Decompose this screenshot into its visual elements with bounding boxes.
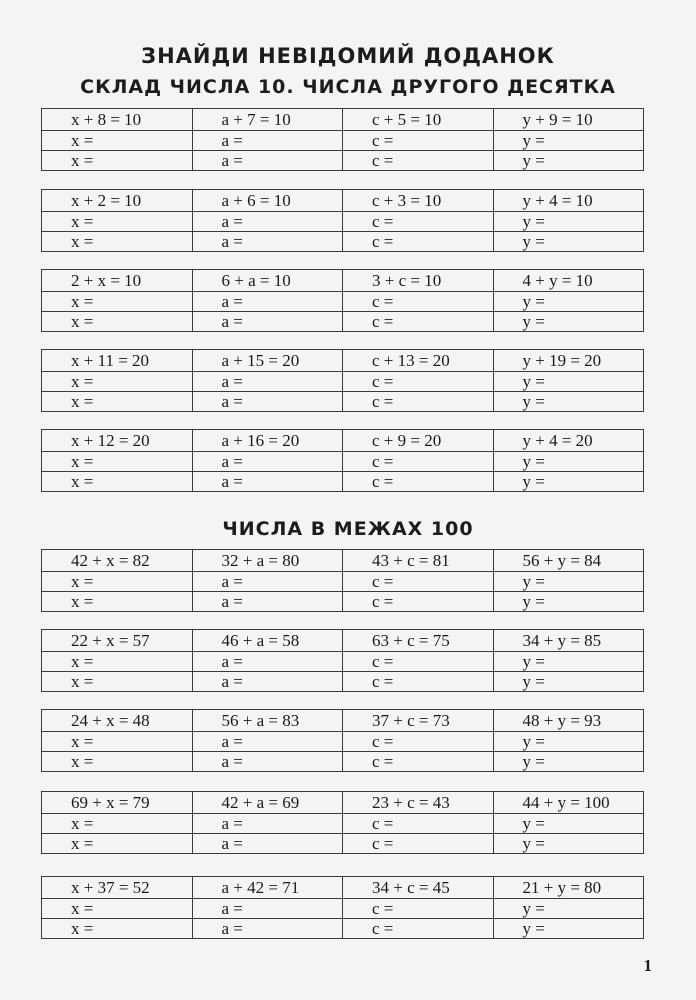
answer-cell[interactable]: c = bbox=[343, 292, 494, 312]
equation-block bbox=[41, 709, 644, 772]
answer-cell[interactable]: a = bbox=[192, 292, 343, 312]
equation-cell: c + 13 = 20 bbox=[343, 350, 494, 372]
answer-cell[interactable]: a = bbox=[192, 232, 343, 252]
answer-cell[interactable]: a = bbox=[192, 592, 343, 612]
equation-cell: 23 + c = 43 bbox=[343, 792, 494, 814]
answer-cell[interactable]: x = bbox=[42, 372, 193, 392]
equation-cell: 24 + x = 48 bbox=[42, 710, 193, 732]
answer-row bbox=[42, 652, 644, 672]
equation-block bbox=[41, 429, 644, 492]
answer-row bbox=[42, 572, 644, 592]
answer-cell[interactable]: x = bbox=[42, 752, 193, 772]
answer-cell[interactable]: x = bbox=[42, 732, 193, 752]
answer-cell[interactable]: c = bbox=[343, 372, 494, 392]
answer-cell[interactable]: y = bbox=[493, 452, 644, 472]
equation-row bbox=[42, 430, 644, 452]
answer-cell[interactable]: x = bbox=[42, 572, 193, 592]
equation-cell: a + 6 = 10 bbox=[192, 190, 343, 212]
answer-cell[interactable]: a = bbox=[192, 919, 343, 939]
answer-row bbox=[42, 834, 644, 854]
equation-cell: 3 + c = 10 bbox=[343, 270, 494, 292]
equation-cell: 42 + a = 69 bbox=[192, 792, 343, 814]
equation-cell: 46 + a = 58 bbox=[192, 630, 343, 652]
answer-cell[interactable]: y = bbox=[493, 131, 644, 151]
equation-block bbox=[41, 269, 644, 332]
answer-row bbox=[42, 392, 644, 412]
answer-cell[interactable]: c = bbox=[343, 472, 494, 492]
answer-cell[interactable]: x = bbox=[42, 672, 193, 692]
equation-cell: y + 4 = 10 bbox=[493, 190, 644, 212]
section-heading-hundred: ЧИСЛА В МЕЖАХ 100 bbox=[222, 518, 474, 540]
answer-cell[interactable]: y = bbox=[493, 472, 644, 492]
equation-row bbox=[42, 270, 644, 292]
answer-cell[interactable]: a = bbox=[192, 834, 343, 854]
equation-cell: x + 2 = 10 bbox=[42, 190, 193, 212]
answer-row bbox=[42, 292, 644, 312]
answer-cell[interactable]: y = bbox=[493, 652, 644, 672]
equation-cell: 4 + y = 10 bbox=[493, 270, 644, 292]
equation-cell: 56 + a = 83 bbox=[192, 710, 343, 732]
answer-row bbox=[42, 312, 644, 332]
answer-row bbox=[42, 372, 644, 392]
equation-cell: 34 + c = 45 bbox=[343, 877, 494, 899]
equation-cell: a + 15 = 20 bbox=[192, 350, 343, 372]
answer-cell[interactable]: x = bbox=[42, 392, 193, 412]
equation-block bbox=[41, 349, 644, 412]
answer-cell[interactable]: y = bbox=[493, 834, 644, 854]
answer-cell[interactable]: c = bbox=[343, 919, 494, 939]
answer-cell[interactable]: y = bbox=[493, 919, 644, 939]
answer-cell[interactable]: c = bbox=[343, 899, 494, 919]
answer-row bbox=[42, 452, 644, 472]
answer-cell[interactable]: x = bbox=[42, 131, 193, 151]
answer-cell[interactable]: y = bbox=[493, 232, 644, 252]
answer-cell[interactable]: a = bbox=[192, 131, 343, 151]
answer-cell[interactable]: a = bbox=[192, 652, 343, 672]
answer-row bbox=[42, 472, 644, 492]
equation-cell: x + 37 = 52 bbox=[42, 877, 193, 899]
equation-block bbox=[41, 189, 644, 252]
equation-block bbox=[41, 549, 644, 612]
answer-row bbox=[42, 672, 644, 692]
equation-cell: 6 + a = 10 bbox=[192, 270, 343, 292]
answer-cell[interactable]: c = bbox=[343, 131, 494, 151]
answer-cell[interactable]: y = bbox=[493, 312, 644, 332]
answer-cell[interactable]: y = bbox=[493, 212, 644, 232]
answer-cell[interactable]: x = bbox=[42, 292, 193, 312]
answer-cell[interactable]: a = bbox=[192, 312, 343, 332]
answer-row bbox=[42, 592, 644, 612]
answer-cell[interactable]: y = bbox=[493, 672, 644, 692]
equation-cell: 42 + x = 82 bbox=[42, 550, 193, 572]
answer-cell[interactable]: x = bbox=[42, 919, 193, 939]
equation-row bbox=[42, 190, 644, 212]
equation-row bbox=[42, 350, 644, 372]
equation-block bbox=[41, 629, 644, 692]
equation-cell: 43 + c = 81 bbox=[343, 550, 494, 572]
answer-cell[interactable]: c = bbox=[343, 814, 494, 834]
equation-row bbox=[42, 109, 644, 131]
equation-cell: 63 + c = 75 bbox=[343, 630, 494, 652]
equation-cell: x + 8 = 10 bbox=[42, 109, 193, 131]
equation-row bbox=[42, 710, 644, 732]
equation-cell: 37 + c = 73 bbox=[343, 710, 494, 732]
answer-cell[interactable]: x = bbox=[42, 151, 193, 171]
equation-cell: y + 19 = 20 bbox=[493, 350, 644, 372]
equation-cell: 22 + x = 57 bbox=[42, 630, 193, 652]
equation-block bbox=[41, 876, 644, 939]
equation-cell: 44 + y = 100 bbox=[493, 792, 644, 814]
equation-cell: y + 4 = 20 bbox=[493, 430, 644, 452]
answer-cell[interactable]: x = bbox=[42, 652, 193, 672]
equation-cell: 56 + y = 84 bbox=[493, 550, 644, 572]
answer-cell[interactable]: a = bbox=[192, 572, 343, 592]
answer-cell[interactable]: x = bbox=[42, 899, 193, 919]
answer-cell[interactable]: c = bbox=[343, 652, 494, 672]
equation-row bbox=[42, 630, 644, 652]
answer-row bbox=[42, 131, 644, 151]
answer-cell[interactable]: c = bbox=[343, 452, 494, 472]
equation-cell: 2 + x = 10 bbox=[42, 270, 193, 292]
answer-cell[interactable]: x = bbox=[42, 232, 193, 252]
equation-row bbox=[42, 792, 644, 814]
equation-row bbox=[42, 550, 644, 572]
answer-row bbox=[42, 232, 644, 252]
answer-cell[interactable]: x = bbox=[42, 592, 193, 612]
equation-block bbox=[41, 108, 644, 171]
answer-cell[interactable]: y = bbox=[493, 292, 644, 312]
answer-row bbox=[42, 752, 644, 772]
answer-cell[interactable]: a = bbox=[192, 672, 343, 692]
answer-cell[interactable]: y = bbox=[493, 592, 644, 612]
equation-cell: 21 + y = 80 bbox=[493, 877, 644, 899]
answer-cell[interactable]: y = bbox=[493, 151, 644, 171]
equation-block bbox=[41, 791, 644, 854]
page-title: ЗНАЙДИ НЕВІДОМИЙ ДОДАНОК bbox=[141, 44, 555, 68]
answer-cell[interactable]: c = bbox=[343, 752, 494, 772]
answer-cell[interactable]: y = bbox=[493, 899, 644, 919]
equation-cell: 48 + y = 93 bbox=[493, 710, 644, 732]
answer-cell[interactable]: a = bbox=[192, 732, 343, 752]
equation-cell: x + 12 = 20 bbox=[42, 430, 193, 452]
answer-cell[interactable]: a = bbox=[192, 212, 343, 232]
answer-cell[interactable]: c = bbox=[343, 232, 494, 252]
answer-cell[interactable]: a = bbox=[192, 899, 343, 919]
answer-cell[interactable]: y = bbox=[493, 752, 644, 772]
section-heading-ten: СКЛАД ЧИСЛА 10. ЧИСЛА ДРУГОГО ДЕСЯТКА bbox=[80, 76, 616, 98]
answer-cell[interactable]: c = bbox=[343, 672, 494, 692]
equation-cell: c + 3 = 10 bbox=[343, 190, 494, 212]
answer-row bbox=[42, 899, 644, 919]
answer-cell[interactable]: a = bbox=[192, 372, 343, 392]
answer-cell[interactable]: c = bbox=[343, 392, 494, 412]
answer-cell[interactable]: x = bbox=[42, 212, 193, 232]
equation-cell: a + 7 = 10 bbox=[192, 109, 343, 131]
answer-cell[interactable]: a = bbox=[192, 151, 343, 171]
answer-cell[interactable]: a = bbox=[192, 452, 343, 472]
answer-cell[interactable]: x = bbox=[42, 312, 193, 332]
answer-cell[interactable]: y = bbox=[493, 814, 644, 834]
equation-cell: a + 16 = 20 bbox=[192, 430, 343, 452]
equation-row bbox=[42, 877, 644, 899]
answer-row bbox=[42, 212, 644, 232]
answer-cell[interactable]: a = bbox=[192, 814, 343, 834]
answer-cell[interactable]: c = bbox=[343, 151, 494, 171]
answer-cell[interactable]: c = bbox=[343, 212, 494, 232]
page-number: 1 bbox=[643, 956, 652, 975]
equation-cell: 69 + x = 79 bbox=[42, 792, 193, 814]
equation-cell: a + 42 = 71 bbox=[192, 877, 343, 899]
answer-cell[interactable]: y = bbox=[493, 572, 644, 592]
answer-cell[interactable]: a = bbox=[192, 472, 343, 492]
equation-cell: c + 9 = 20 bbox=[343, 430, 494, 452]
answer-cell[interactable]: y = bbox=[493, 732, 644, 752]
answer-cell[interactable]: x = bbox=[42, 472, 193, 492]
equation-cell: 32 + a = 80 bbox=[192, 550, 343, 572]
answer-cell[interactable]: y = bbox=[493, 392, 644, 412]
answer-row bbox=[42, 732, 644, 752]
answer-row bbox=[42, 814, 644, 834]
equation-cell: x + 11 = 20 bbox=[42, 350, 193, 372]
answer-cell[interactable]: x = bbox=[42, 452, 193, 472]
answer-cell[interactable]: a = bbox=[192, 752, 343, 772]
answer-cell[interactable]: x = bbox=[42, 834, 193, 854]
equation-cell: y + 9 = 10 bbox=[493, 109, 644, 131]
answer-cell[interactable]: c = bbox=[343, 312, 494, 332]
answer-cell[interactable]: c = bbox=[343, 572, 494, 592]
answer-cell[interactable]: a = bbox=[192, 392, 343, 412]
answer-cell[interactable]: x = bbox=[42, 814, 193, 834]
answer-cell[interactable]: c = bbox=[343, 834, 494, 854]
answer-row bbox=[42, 919, 644, 939]
equation-cell: 34 + y = 85 bbox=[493, 630, 644, 652]
answer-cell[interactable]: c = bbox=[343, 592, 494, 612]
answer-row bbox=[42, 151, 644, 171]
equation-cell: c + 5 = 10 bbox=[343, 109, 494, 131]
answer-cell[interactable]: c = bbox=[343, 732, 494, 752]
answer-cell[interactable]: y = bbox=[493, 372, 644, 392]
